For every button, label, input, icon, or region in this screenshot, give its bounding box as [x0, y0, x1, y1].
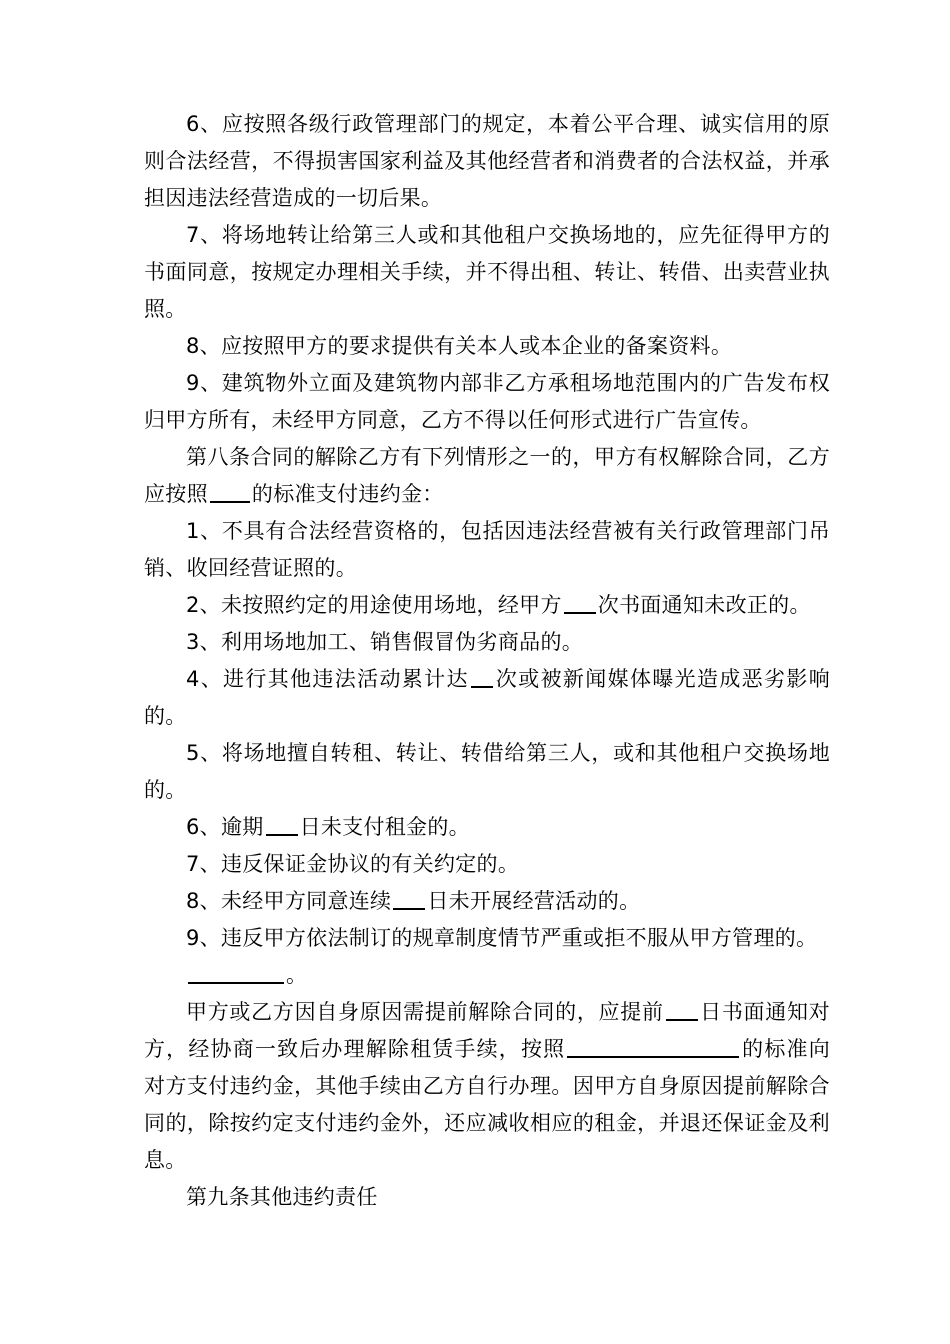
paragraph-text: 6、应按照各级行政管理部门的规定，本着公平合理、诚实信用的原则合法经营，不得损害国家利益及其他经营者和消费者的合法权益，并承担因违法经营造成的一切后果。	[144, 112, 830, 210]
paragraph-text: 7、将场地转让给第三人或和其他租户交换场地的，应先征得甲方的书面同意，按规定办理相关手续，并不得出租、转让、转借、出卖营业执照。	[144, 223, 830, 321]
termination-item-8	[144, 883, 830, 920]
article-8-heading-paragraph	[144, 439, 830, 513]
paragraph-text: 第九条其他违约责任	[186, 1185, 378, 1209]
termination-item-3	[144, 624, 830, 661]
fill-in-blank	[471, 664, 493, 688]
paragraph-text: 第八条合同的解除乙方有下列情形之一的，甲方有权解除合同，乙方应按照	[144, 445, 830, 506]
paragraph-text: 的标准支付违约金：	[251, 482, 444, 506]
clause-7-paragraph	[144, 217, 830, 328]
termination-item-2	[144, 587, 830, 624]
termination-item-4	[144, 661, 830, 735]
termination-item-1	[144, 513, 830, 587]
paragraph-text: 。	[286, 963, 308, 987]
paragraph-text: 2、未按照约定的用途使用场地，经甲方	[186, 593, 562, 617]
termination-item-blank	[144, 957, 830, 994]
paragraph-text: 甲方或乙方因自身原因需提前解除合同的，应提前	[186, 1000, 664, 1024]
fill-in-blank	[188, 960, 284, 984]
paragraph-text: 3、利用场地加工、销售假冒伪劣商品的。	[186, 630, 584, 654]
fill-in-blank	[666, 997, 698, 1021]
fill-in-blank	[266, 812, 298, 836]
clause-6-paragraph	[144, 106, 830, 217]
paragraph-text: 日书面通知对方，经协商一致后办理解除租赁手续，按照	[144, 1000, 830, 1061]
paragraph-text: 9、违反甲方依法制订的规章制度情节严重或拒不服从甲方管理的。	[186, 926, 818, 950]
termination-item-9	[144, 920, 830, 957]
paragraph-text: 8、未经甲方同意连续	[186, 889, 392, 913]
paragraph-text: 6、逾期	[186, 815, 264, 839]
paragraph-text: 次书面通知未改正的。	[597, 593, 811, 617]
termination-item-6	[144, 809, 830, 846]
termination-item-7	[144, 846, 830, 883]
paragraph-text: 4、进行其他违法活动累计达	[186, 667, 469, 691]
paragraph-text: 5、将场地擅自转租、转让、转借给第三人，或和其他租户交换场地的。	[144, 741, 830, 802]
clause-8-paragraph	[144, 328, 830, 365]
paragraph-text: 日未开展经营活动的。	[427, 889, 641, 913]
paragraph-text: 7、违反保证金协议的有关约定的。	[186, 852, 520, 876]
paragraph-text: 的标准向对方支付违约金，其他手续由乙方自行办理。因甲方自身原因提前解除合同的，除按约定支付违约金外，还应减收相应的租金，并退还保证金及利息。	[144, 1037, 831, 1172]
clause-9-paragraph	[144, 365, 830, 439]
fill-in-blank	[564, 590, 596, 614]
paragraph-text: 9、建筑物外立面及建筑物内部非乙方承租场地范围内的广告发布权归甲方所有，未经甲方同意，乙方不得以任何形式进行广告宣传。	[144, 371, 830, 432]
paragraph-text: 次或被新闻媒体曝光造成恶劣影响的。	[144, 667, 831, 728]
early-termination-paragraph	[144, 994, 830, 1179]
termination-item-5	[144, 735, 830, 809]
document-body	[144, 106, 830, 1216]
article-9-heading	[144, 1179, 830, 1216]
paragraph-text: 8、应按照甲方的要求提供有关本人或本企业的备案资料。	[186, 334, 733, 358]
fill-in-blank	[210, 479, 250, 503]
fill-in-blank	[567, 1034, 739, 1058]
paragraph-text: 日未支付租金的。	[299, 815, 470, 839]
paragraph-text: 1、不具有合法经营资格的，包括因违法经营被有关行政管理部门吊销、收回经营证照的。	[144, 519, 830, 580]
fill-in-blank	[393, 886, 425, 910]
